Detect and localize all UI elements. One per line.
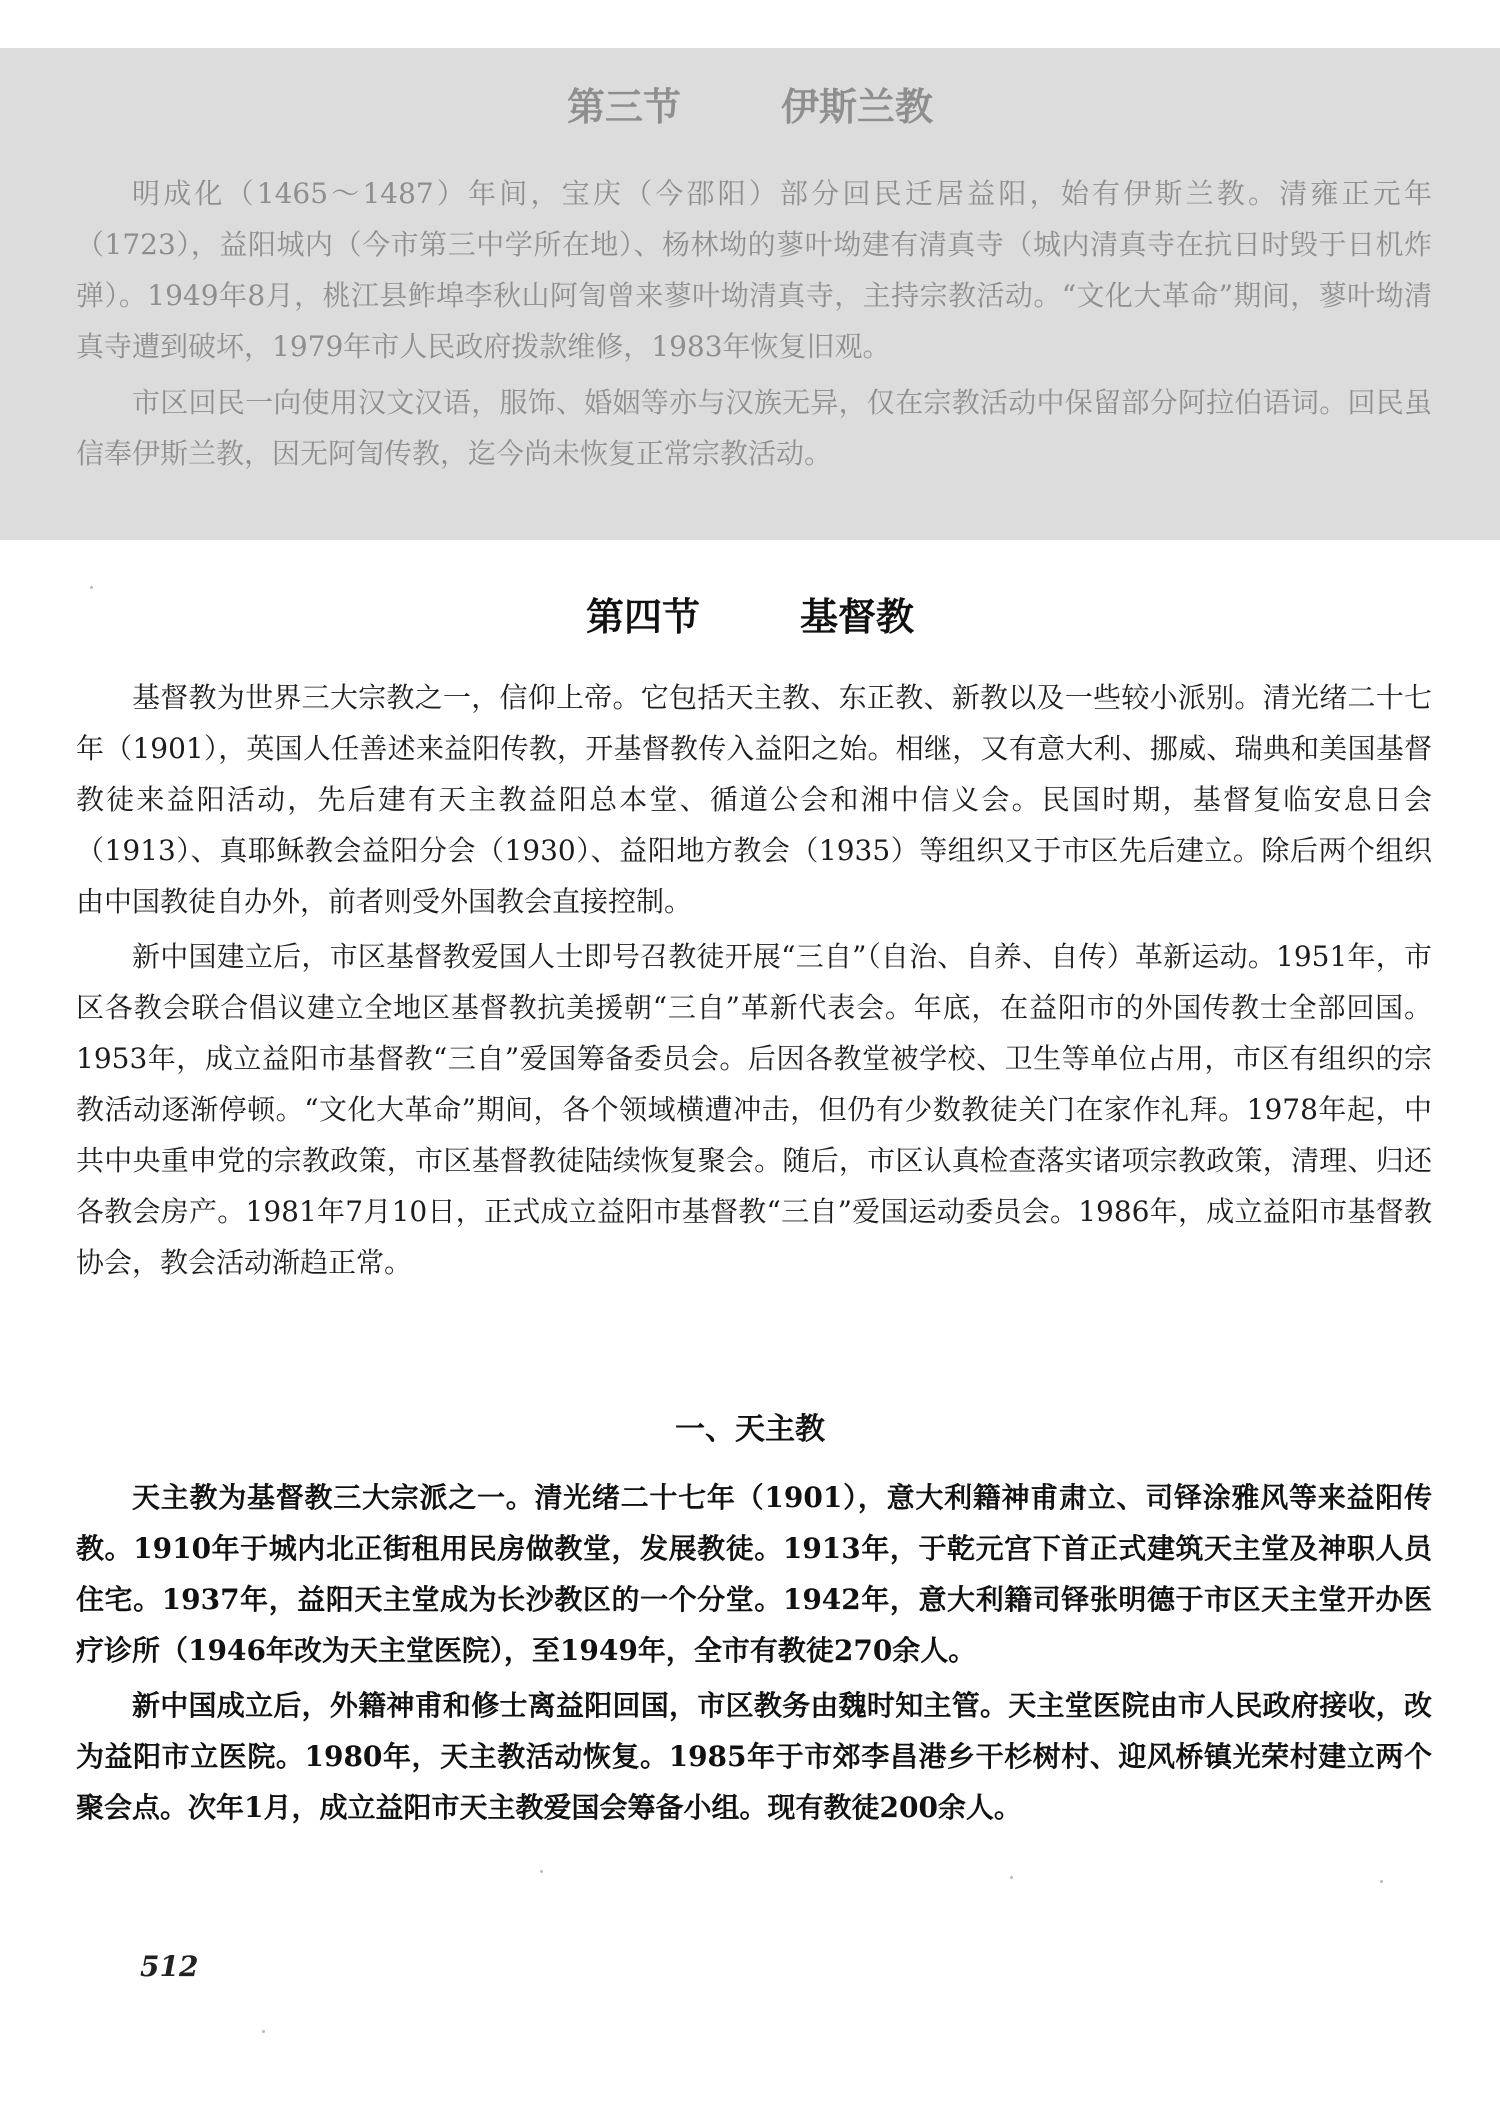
- paragraph: 新中国成立后，外籍神甫和修士离益阳回国，市区教务由魏时知主管。天主堂医院由市人民政府接收，改为益阳市立医院。1980年，天主教活动恢复。1985年于市郊李昌港乡干杉树村、迎风桥镇光荣村建立两个聚会点。次年1月，成立益阳市天主教爱国会筹备小组。现有教徒200余人。: [76, 1689, 1432, 1824]
- section-title: 基督教: [800, 595, 915, 639]
- scan-speck: [262, 2030, 265, 2033]
- paragraph: 基督教为世界三大宗教之一，信仰上帝。它包括天主教、东正教、新教以及一些较小派别。清光绪二十七年（1901），英国人任善述来益阳传教，开基督教传入益阳之始。相继，又有意大利、挪威、瑞典和美国基督教徒来益阳活动，先后建有天主教益阳总本堂、循道公会和湘中信义会。民国时期，基督复临安息日会（1913）、真耶稣教会益阳分会（1930）、益阳地方教会（1935）等组织又于市区先后建立。除后两个组织由中国教徒自办外，前者则受外国教会直接控制。: [76, 681, 1432, 918]
- section-heading: [0, 586, 1500, 641]
- paragraph: 天主教为基督教三大宗派之一。清光绪二十七年（1901），意大利籍神甫肃立、司铎涂雅风等来益阳传教。1910年于城内北正街租用民房做教堂，发展教徒。1913年，于乾元宫下首正式建筑天主堂及神职人员住宅。1937年，益阳天主堂成为长沙教区的一个分堂。1942年，意大利籍司铎张明德于市区天主堂开办医疗诊所（1946年改为天主堂医院），至1949年，全市有教徒270余人。: [76, 1481, 1432, 1667]
- subsection-body: [76, 1472, 1432, 1837]
- scan-speck: [1380, 1880, 1383, 1883]
- previous-section-heading: [0, 76, 1500, 131]
- section-body: [76, 672, 1432, 1292]
- previous-section-number: 第三节: [566, 85, 681, 129]
- scan-speck: [1010, 1876, 1013, 1879]
- scan-speck: [90, 586, 93, 589]
- previous-section-title: 伊斯兰教: [781, 85, 934, 129]
- previous-section-body: [76, 168, 1432, 484]
- scan-speck: [540, 1870, 543, 1873]
- paragraph: 市区回民一向使用汉文汉语，服饰、婚姻等亦与汉族无异，仅在宗教活动中保留部分阿拉伯语词。回民虽信奉伊斯兰教，因无阿訇传教，迄今尚未恢复正常宗教活动。: [76, 386, 1432, 470]
- section-number: 第四节: [585, 595, 700, 639]
- page-number: 512: [140, 1950, 199, 1983]
- paragraph: 明成化（1465～1487）年间，宝庆（今邵阳）部分回民迁居益阳，始有伊斯兰教。清雍正元年（1723），益阳城内（今市第三中学所在地）、杨林坳的蓼叶坳建有清真寺（城内清真寺在抗日时毁于日机炸弹）。1949年8月，桃江县鲊埠李秋山阿訇曾来蓼叶坳清真寺，主持宗教活动。“文化大革命”期间，蓼叶坳清真寺遭到破坏，1979年市人民政府拨款维修，1983年恢复旧观。: [76, 177, 1432, 363]
- paragraph: 新中国建立后，市区基督教爱国人士即号召教徒开展“三自”（自治、自养、自传）革新运动。1951年，市区各教会联合倡议建立全地区基督教抗美援朝“三自”革新代表会。年底，在益阳市的外国传教士全部回国。1953年，成立益阳市基督教“三自”爱国筹备委员会。后因各教堂被学校、卫生等单位占用，市区有组织的宗教活动逐渐停顿。“文化大革命”期间，各个领域横遭冲击，但仍有少数教徒关门在家作礼拜。1978年起，中共中央重申党的宗教政策，市区基督教徒陆续恢复聚会。随后，市区认真检查落实诸项宗教政策，清理、归还各教会房产。1981年7月10日，正式成立益阳市基督教“三自”爱国运动委员会。1986年，成立益阳市基督教协会，教会活动渐趋正常。: [76, 940, 1432, 1279]
- subsection-heading: 一、天主教: [675, 1412, 825, 1447]
